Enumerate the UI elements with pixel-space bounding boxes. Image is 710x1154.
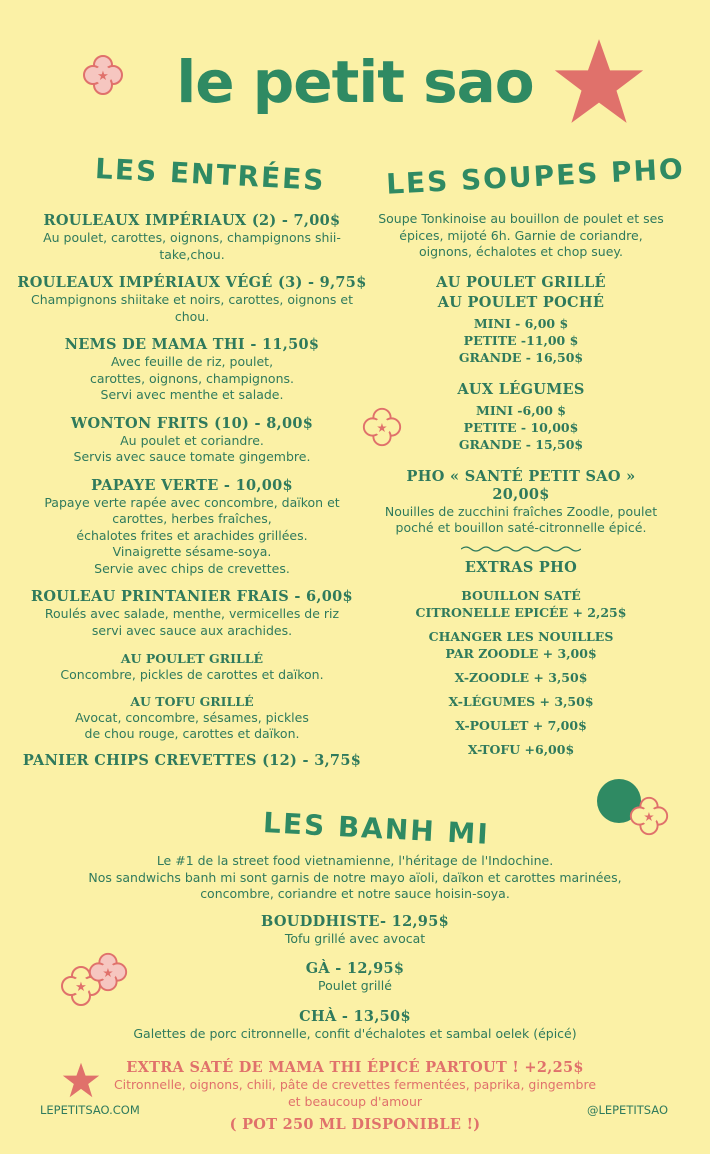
entrees-title: LES ENTRÉES: [94, 151, 327, 198]
brand-logo: le petit sao: [176, 48, 534, 116]
soupes-column: [366, 211, 676, 765]
menu-item: [14, 752, 370, 770]
menu-item: [14, 693, 370, 743]
menu-item-title: ROULEAU PRINTANIER FRAIS - 6,00$: [31, 588, 353, 605]
desc-line: Vinaigrette sésame-soya.: [112, 544, 272, 559]
menu-item-desc: [14, 354, 370, 404]
menu-item-title: AU TOFU GRILLÉ: [130, 693, 254, 709]
menu-item-desc: [14, 230, 370, 263]
extra-item-line: X-LÉGUMES + 3,50$: [448, 693, 594, 709]
extra-item: [366, 741, 676, 758]
extra-item: [366, 669, 676, 686]
website-link[interactable]: LEPETITSAO.COM: [40, 1103, 140, 1117]
desc-line: Servis avec sauce tomate gingembre.: [73, 449, 311, 464]
desc-line: carottes, herbes fraîches,: [112, 511, 272, 526]
pho-sante-desc: Nouilles de zucchini fraîches Zoodle, poulet poché et bouillon saté-citronnelle épicé.: [384, 503, 658, 535]
menu-item-title: AU POULET GRILLÉ: [120, 651, 264, 666]
banhmi-section: [40, 853, 670, 1134]
extra-item-line: X-ZOODLE + 3,50$: [454, 669, 588, 685]
menu-item: [14, 415, 370, 466]
wave-divider: [461, 545, 581, 553]
extra-sate-title: EXTRA SATÉ DE MAMA THI ÉPICÉ PARTOUT ! +2,25$: [126, 1059, 584, 1076]
pho-sante-title: PHO « SANTÉ PETIT SAO »: [406, 467, 636, 485]
pho-sante-price: 20,00$: [492, 485, 550, 503]
desc-line: chou.: [174, 308, 210, 324]
desc-line: Au poulet et coriandre.: [120, 432, 264, 448]
price-mini: MINI -6,00 $: [476, 402, 566, 418]
banhmi-item-desc: Galettes de porc citronnelle, confit d'échalotes et sambal oelek (épicé): [133, 1025, 577, 1041]
svg-text:★: ★: [643, 808, 655, 824]
menu-item: [14, 212, 370, 263]
menu-item: [14, 274, 370, 325]
menu-item-title: ROULEAUX IMPÉRIAUX VÉGÉ (3) - 9,75$: [17, 274, 367, 291]
extra-item-line: BOUILLON SATÉ: [461, 587, 581, 603]
price-petite: PETITE - 10,00$: [463, 419, 579, 435]
desc-line: servi avec sauce aux arachides.: [91, 622, 293, 638]
desc-line: Avec feuille de riz, poulet,: [110, 354, 274, 369]
pho-legumes-title: AUX LÉGUMES: [457, 380, 585, 398]
price-mini: MINI - 6,00 $: [473, 315, 569, 331]
desc-line: Avocat, concombre, sésames, pickles: [75, 709, 309, 725]
extras-title: EXTRAS PHO: [464, 558, 578, 576]
extra-item: [366, 693, 676, 710]
desc-line: Champignons shiitake et noirs, carottes, oignons et: [30, 292, 354, 307]
desc-line: carottes, oignons, champignons.: [90, 370, 294, 386]
extra-sate-desc: Citronnelle, oignons, chili, pâte de crevettes fermentées, paprika, gingembre et beaucoup d'amour: [113, 1077, 597, 1109]
flower-icon: [627, 794, 671, 838]
pho-poulet-title: AU POULET GRILLÉ AU POULET POCHÉ: [436, 273, 606, 311]
menu-item-title: ROULEAUX IMPÉRIAUX (2) - 7,00$: [43, 212, 341, 229]
desc-line: Au poulet, carottes, oignons, champignons shii-: [43, 230, 341, 245]
menu-item-desc: [14, 495, 370, 578]
extra-item: [366, 628, 676, 662]
desc-line: de chou rouge, carottes et daïkon.: [84, 726, 300, 741]
extra-item: [366, 717, 676, 734]
extra-item-line: CITRONELLE EPICÉE + 2,25$: [415, 604, 627, 620]
menu-item-title: NEMS DE MAMA THI - 11,50$: [64, 336, 320, 353]
entrees-list: [14, 212, 370, 781]
menu-item-desc: [14, 710, 370, 743]
menu-item-desc: [14, 433, 370, 466]
desc-line: take,chou.: [159, 246, 225, 262]
banhmi-intro: Le #1 de la street food vietnamienne, l'héritage de l'Indochine. Nos sandwichs banh mi sont garnis de notre mayo aïoli, daïkon et carottes marinées, concombre, coriandre et notre sauce hoisin-soya.: [88, 853, 622, 901]
menu-item-title: PAPAYE VERTE - 10,00$: [91, 476, 293, 494]
price-grande: GRANDE - 16,50$: [458, 349, 584, 365]
desc-line: Concombre, pickles de carottes et daïkon.: [60, 667, 324, 682]
menu-item: [14, 336, 370, 404]
extra-item-line: X-POULET + 7,00$: [455, 717, 587, 733]
soupes-title: LES SOUPES PHO: [385, 152, 686, 201]
extra-item: [366, 587, 676, 621]
desc-line: échalotes frites et arachides grillées.: [76, 527, 308, 543]
desc-line: Papaye verte rapée avec concombre, daïkon et: [44, 494, 340, 510]
banhmi-title: LES BANH MI: [262, 806, 491, 851]
svg-text:★: ★: [376, 419, 388, 435]
price-petite: PETITE -11,00 $: [463, 332, 579, 348]
menu-item-title: WONTON FRITS (10) - 8,00$: [70, 414, 314, 432]
svg-text:★: ★: [75, 980, 87, 995]
menu-item: [14, 477, 370, 578]
banhmi-item-title: BOUDDHISTE- 12,95$: [261, 912, 449, 930]
banhmi-item-title: GÀ - 12,95$: [305, 960, 405, 977]
pot-availability: ( POT 250 ML DISPONIBLE !): [229, 1116, 481, 1133]
desc-line: Servi avec menthe et salade.: [100, 387, 284, 402]
instagram-handle[interactable]: @LEPETITSAO: [586, 1103, 668, 1117]
menu-item-title: PANIER CHIPS CREVETTES (12) - 3,75$: [22, 751, 362, 769]
banhmi-item-desc: Tofu grillé avec avocat: [284, 930, 426, 946]
price-grande: GRANDE - 15,50$: [458, 436, 584, 452]
banhmi-item-title: CHÀ - 13,50$: [299, 1007, 411, 1025]
extra-item-line: X-TOFU +6,00$: [467, 741, 575, 757]
banhmi-item-desc: Poulet grillé: [318, 978, 392, 993]
menu-item-desc: [14, 292, 370, 325]
menu-item: [14, 588, 370, 639]
extra-item-line: CHANGER LES NOUILLES: [428, 628, 614, 644]
extra-item-line: PAR ZOODLE + 3,00$: [445, 645, 597, 661]
menu-item-desc: [14, 606, 370, 639]
svg-text:★: ★: [102, 964, 114, 980]
desc-line: Roulés avec salade, menthe, vermicelles de riz: [44, 606, 340, 621]
svg-text:★: ★: [97, 69, 109, 84]
menu-item-desc: [14, 667, 370, 684]
menu-item: [14, 650, 370, 684]
desc-line: Servie avec chips de crevettes.: [94, 560, 290, 576]
soupes-intro: Soupe Tonkinoise au bouillon de poulet et ses épices, mijoté 6h. Garnie de coriandre, oignons, échalotes et chop suey.: [378, 211, 664, 259]
